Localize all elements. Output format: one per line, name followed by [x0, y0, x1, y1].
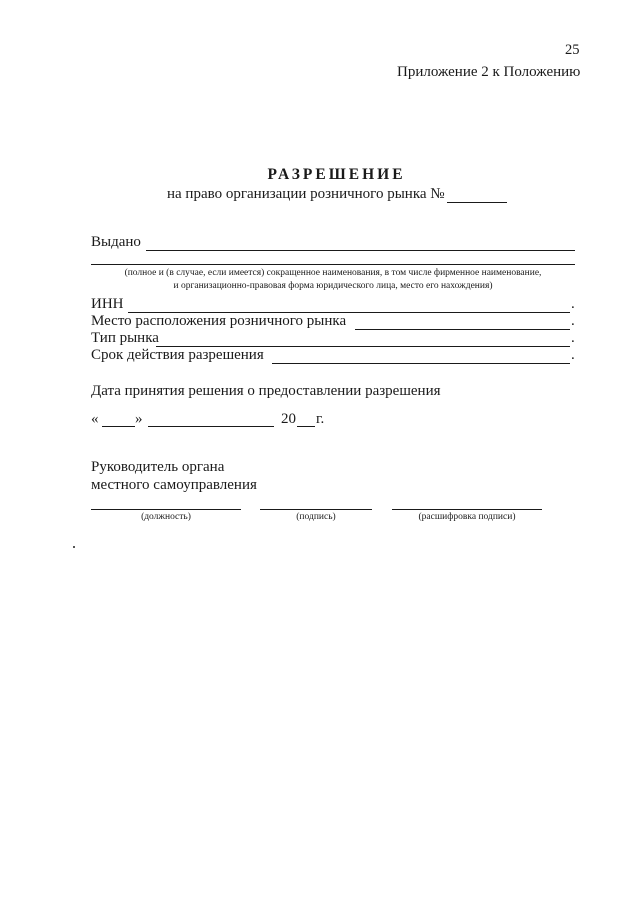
inn-period: .	[571, 296, 575, 312]
market-type-period: .	[571, 330, 575, 346]
validity-line	[272, 363, 570, 364]
date-year-suffix: г.	[316, 411, 325, 427]
position-caption: (должность)	[141, 512, 191, 522]
date-day-line	[102, 426, 135, 427]
issued-label: Выдано	[91, 234, 141, 250]
date-close-quote: »	[135, 411, 143, 427]
location-period: .	[571, 313, 575, 329]
signatory-line-1: Руководитель органа	[91, 459, 225, 475]
location-line	[355, 329, 570, 330]
signature-caption: (подпись)	[296, 512, 336, 522]
page-number: 25	[565, 42, 580, 58]
date-month-line	[148, 426, 274, 427]
issued-hint-1: (полное и (в случае, если имеется) сокращенное наименования, в том числе фирменное наименование,	[124, 268, 542, 278]
scan-speck	[73, 546, 75, 548]
decoding-caption: (расшифровка подписи)	[418, 512, 516, 522]
market-type-label: Тип рынка	[91, 330, 159, 346]
location-label: Место расположения розничного рынка	[91, 313, 347, 329]
date-year-prefix: 20	[281, 411, 296, 427]
validity-label: Срок действия разрешения	[91, 347, 264, 363]
position-line	[91, 509, 241, 510]
inn-label: ИНН	[91, 296, 124, 312]
issued-hint-2: и организационно-правовая форма юридического лица, место его нахождения)	[173, 281, 493, 291]
document-subtitle: на право организации розничного рынка №	[167, 186, 445, 202]
decision-date-label: Дата принятия решения о предоставлении разрешения	[91, 383, 441, 399]
issued-line-2	[91, 264, 575, 265]
permit-number-line	[447, 202, 507, 203]
signature-line	[260, 509, 372, 510]
validity-period: .	[571, 347, 575, 363]
decoding-line	[392, 509, 542, 510]
document-title: РАЗРЕШЕНИЕ	[267, 166, 406, 183]
date-open-quote: «	[91, 411, 99, 427]
date-year-line	[297, 426, 315, 427]
signatory-line-2: местного самоуправления	[91, 477, 257, 493]
issued-line	[146, 250, 575, 251]
appendix-note: Приложение 2 к Положению	[397, 64, 581, 80]
